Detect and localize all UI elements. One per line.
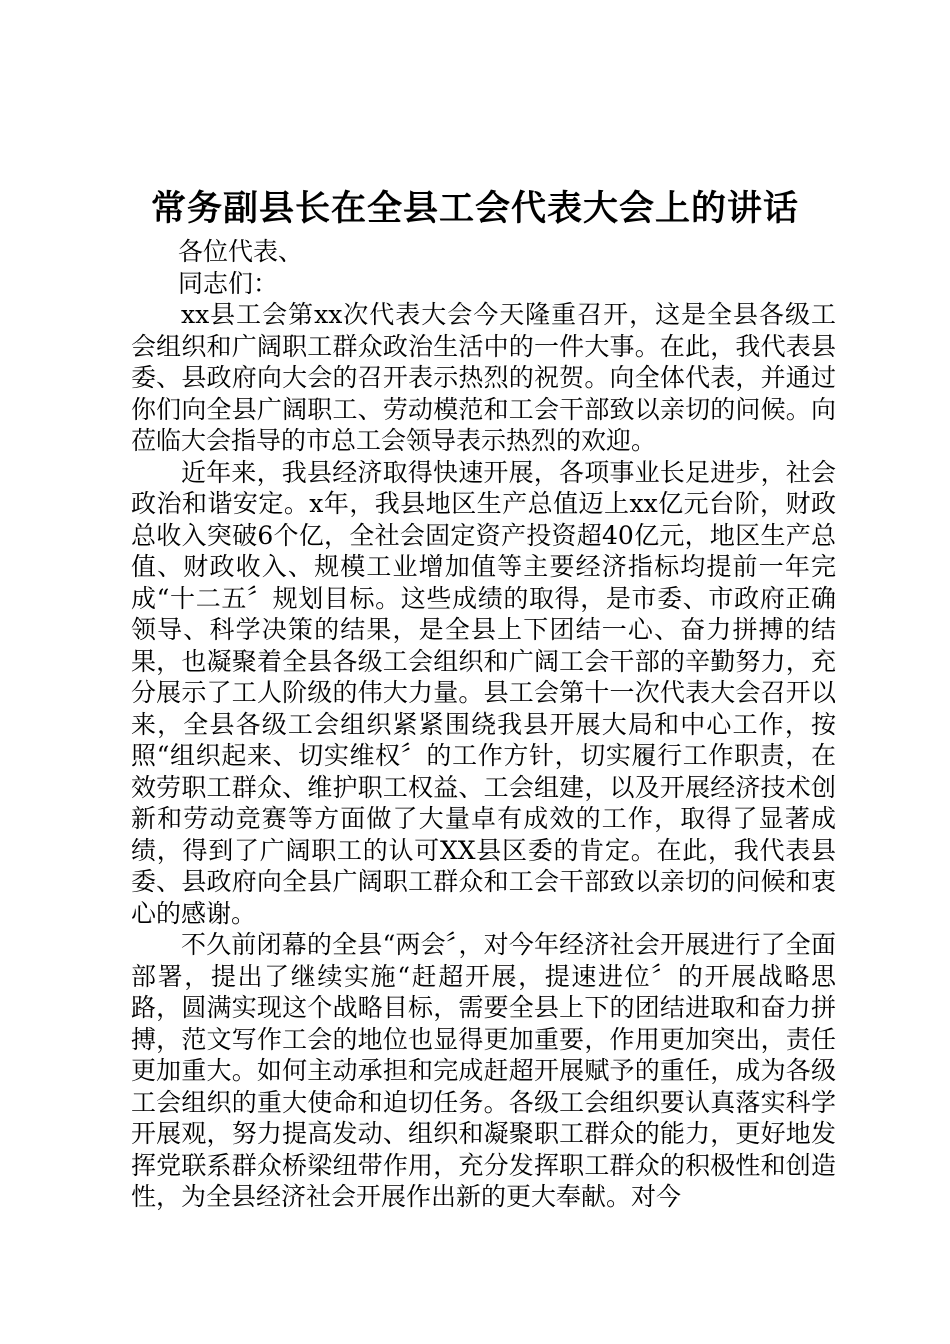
document-title: 常务副县长在全县工会代表大会上的讲话 xyxy=(150,188,799,229)
document-body xyxy=(131,236,836,1213)
body-paragraph: xx县工会第xx次代表大会今天隆重召开，这是全县各级工会组织和广阔职工群众政治生活中的一件大事。在此，我代表县委、县政府向大会的召开表示热烈的祝贺。向全体代表，并通过你们向全县广阔职工、劳动模范和工会干部致以亲切的问候。向莅临大会指导的市总工会领导表示热烈的欢迎。 xyxy=(131,300,836,455)
body-paragraph: 不久前闭幕的全县“两会〞，对今年经济社会开展进行了全面部署，提出了继续实施“赶超开展，提速进位〞的开展战略思路，圆满实现这个战略目标，需要全县上下的团结进取和奋力拼搏，范文写作工会的地位也显得更加重要，作用更加突出，责任更加重大。如何主动承担和完成赶超开展赋予的重任，成为各级工会组织的重大使命和迫切任务。各级工会组织要认真落实科学开展观，努力提高发动、组织和凝聚职工群众的能力，更好地发挥党联系群众桥梁纽带作用，充分发挥职工群众的积极性和创造性，为全县经济社会开展作出新的更大奉献。对今 xyxy=(131,930,836,1211)
body-paragraph: 近年来，我县经济取得快速开展，各项事业长足进步，社会政治和谐安定。x年，我县地区生产总值迈上xx亿元台阶，财政总收入突破6个亿，全社会固定资产投资超40亿元，地区生产总值、财政收入、规模工业增加值等主要经济指标均提前一年完成“十二五〞规划目标。这些成绩的取得，是市委、市政府正确领导、科学决策的结果，是全县上下团结一心、奋力拼搏的结果，也凝聚着全县各级工会组织和广阔工会干部的辛勤努力，充分展示了工人阶级的伟大力量。县工会第十一次代表大会召开以来，全县各级工会组织紧紧围绕我县开展大局和中心工作，按照“组织起来、切实维权〞的工作方针，切实履行工作职责，在效劳职工群众、维护职工权益、工会组建，以及开展经济技术创新和劳动竞赛等方面做了大量卓有成效的工作，取得了显著成绩，得到了广阔职工的认可XX县区委的肯定。在此，我代表县委、县政府向全县广阔职工群众和工会干部致以亲切的问候和衷心的感谢。 xyxy=(131,457,836,928)
salutation-line: 各位代表、 xyxy=(178,237,304,266)
salutation-line: 同志们： xyxy=(178,268,279,298)
